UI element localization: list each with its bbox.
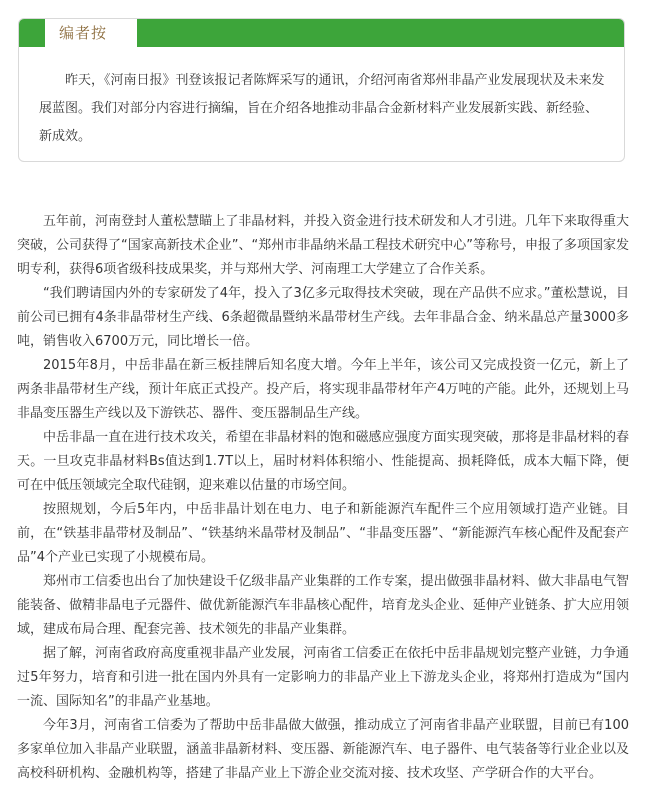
article-paragraph: 五年前，河南登封人董松慧瞄上了非晶材料，并投入资金进行技术研发和人才引进。几年下来取得重大突破，公司获得了“国家高新技术企业”、“郑州市非晶纳米晶工程技术研究中心”等称号，申报了多项国家发明专利，获得6项省级科技成果奖，并与郑州大学、河南理工大学建立了合作关系。 <box>17 214 629 277</box>
editor-note-header-bar <box>19 19 624 47</box>
header-bar-right-accent <box>137 19 624 47</box>
article-paragraph: 2015年8月，中岳非晶在新三板挂牌后知名度大增。今年上半年，该公司又完成投资一亿元，新上了两条非晶带材生产线，预计年底正式投产。投产后，将实现非晶带材年产4万吨的产能。此外，还规划上马非晶变压器生产线以及下游铁芯、器件、变压器制品生产线。 <box>17 358 629 421</box>
article-body <box>17 210 629 786</box>
editor-note-text: 昨天，《河南日报》刊登该报记者陈辉采写的通讯，介绍河南省郑州非晶产业发展现状及未来发展蓝图。我们对部分内容进行摘编，旨在介绍各地推动非晶合金新材料产业发展新实践、新经验、新成效。 <box>39 73 605 144</box>
article-paragraph: 据了解，河南省政府高度重视非晶产业发展，河南省工信委正在依托中岳非晶规划完整产业链，力争通过5年努力，培育和引进一批在国内外具有一定影响力的非晶产业上下游龙头企业，将郑州打造成为“国内一流、国际知名”的非晶产业基地。 <box>17 646 629 709</box>
editor-note-title: 编者按 <box>59 24 108 42</box>
editor-note-box <box>18 18 625 162</box>
article-paragraph: 中岳非晶一直在进行技术攻关，希望在非晶材料的饱和磁感应强度方面实现突破，那将是非晶材料的春天。一旦攻克非晶材料Bs值达到1.7T以上，届时材料体积缩小、性能提高、损耗降低，成本大幅下降，便可在中低压领域完全取代硅钢，迎来难以估量的市场空间。 <box>17 430 629 493</box>
header-bar-left-accent <box>19 19 45 47</box>
article-paragraph: “我们聘请国内外的专家研发了4年，投入了3亿多元取得技术突破，现在产品供不应求。”董松慧说，目前公司已拥有4条非晶带材生产线、6条超微晶暨纳米晶带材生产线。去年非晶合金、纳米晶总产量3000多吨，销售收入6700万元，同比增长一倍。 <box>17 286 629 349</box>
article-paragraph: 今年3月，河南省工信委为了帮助中岳非晶做大做强，推动成立了河南省非晶产业联盟，目前已有100多家单位加入非晶产业联盟，涵盖非晶新材料、变压器、新能源汽车、电子器件、电气装备等行业企业以及高校科研机构、金融机构等，搭建了非晶产业上下游企业交流对接、技术攻坚、产学研合作的大平台。 <box>17 718 629 781</box>
article-paragraph: 郑州市工信委也出台了加快建设千亿级非晶产业集群的工作专案，提出做强非晶材料、做大非晶电气智能装备、做精非晶电子元器件、做优新能源汽车非晶核心配件，培育龙头企业、延伸产业链条、扩大应用领域，建成布局合理、配套完善、技术领先的非晶产业集群。 <box>17 574 629 637</box>
article-paragraph: 按照规划，今后5年内，中岳非晶计划在电力、电子和新能源汽车配件三个应用领域打造产业链。目前，在“铁基非晶带材及制品”、“铁基纳米晶带材及制品”、“非晶变压器”、“新能源汽车核心配件及配套产品”4个产业已实现了小规模布局。 <box>17 502 629 565</box>
